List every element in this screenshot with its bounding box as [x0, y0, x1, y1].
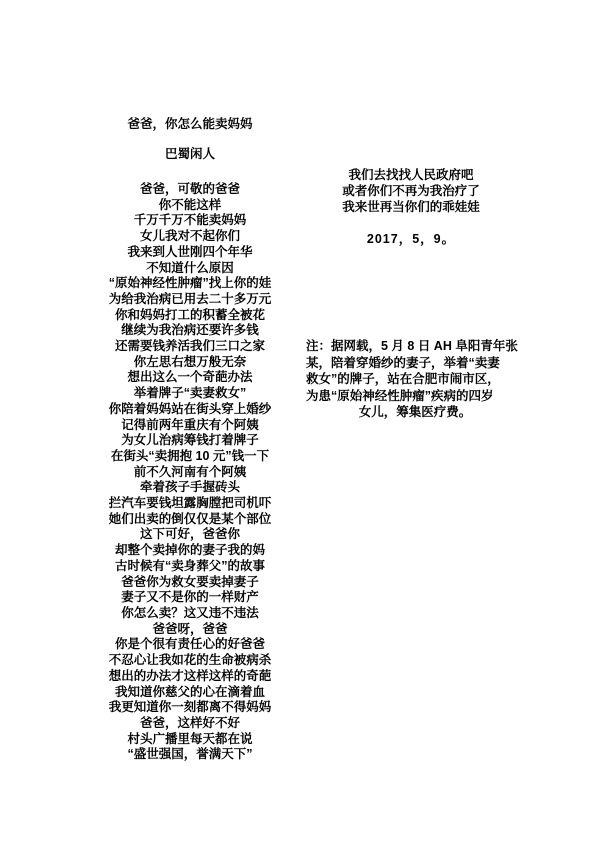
poem-line: 爸爸你为救女要卖掉妻子: [121, 574, 259, 589]
poem-date: 2017，5，9。: [366, 232, 456, 246]
footnote-line: 注：据网载，5 月 8 日 AH 阜阳青年张: [306, 339, 518, 353]
poem-line: 你不能这样: [158, 197, 222, 212]
poem-body: [30, 182, 350, 763]
ending-line: 我来世再当你们的乖娃娃: [342, 200, 480, 214]
poem-line: 在街头“卖拥抱 10 元”钱一下: [110, 448, 270, 463]
poem-line: 女儿我对不起你们: [139, 229, 240, 244]
poem-line: 记得前两年重庆有个阿姨: [121, 417, 259, 432]
poem-line: 她们出卖的倒仅仅是某个部位: [108, 511, 272, 526]
poem-line: 拦汽车要钱坦露胸膛把司机吓: [108, 496, 272, 511]
poem-line: “盛世强国，誉满天下”: [127, 747, 253, 762]
poem-line: 这下可好，爸爸你: [139, 527, 240, 542]
ending-line: 或者你们不再为我治疗了: [342, 184, 480, 198]
poem-line: 不知道什么原因: [146, 260, 234, 275]
poem-line: 妻子又不是你的一样财产: [121, 590, 259, 605]
poem-line: 爸爸，这样好不好: [139, 715, 240, 730]
poem-line: 我来到人世刚四个年华: [127, 244, 253, 259]
poem-line: 你陪着妈妈站在街头穿上婚纱: [108, 401, 272, 416]
poem-line: 古时候有“卖身葬父”的故事: [114, 558, 265, 573]
poem-line: 我更知道你一刻都离不得妈妈: [108, 700, 272, 715]
poem-line: 你和妈妈打工的积蓄全被花: [114, 307, 265, 322]
poem-line: 你左思右想万般无奈: [133, 354, 247, 369]
poem-line: 却整个卖掉你的妻子我的妈: [114, 543, 265, 558]
poem-line: “原始神经性肿瘤”找上你的娃: [108, 276, 272, 291]
poem-title: 爸爸，你怎么能卖妈妈: [127, 117, 253, 131]
poem-line: 你是个很有责任心的好爸爸: [114, 637, 265, 652]
poem-line: 前不久河南有个阿姨: [133, 464, 247, 479]
footnote-line: 为患“原始神经性肿瘤”疾病的四岁: [306, 388, 494, 403]
poem-line: 牵着孩子手握砖头: [139, 480, 240, 495]
poem-line: 千万千万不能卖妈妈: [133, 213, 247, 228]
footnote-line: 女儿，筹集医疗费。: [358, 405, 472, 419]
poem-line: 你怎么卖？这又违不违法: [121, 605, 259, 620]
poem-line: 爸爸呀，爸爸: [152, 621, 228, 636]
poem-ending-stanza: [330, 167, 492, 215]
footnote-line: 救女”的牌子，站在合肥市闹市区，: [306, 372, 500, 386]
poem-line: 为女儿治病筹钱打着牌子: [121, 433, 259, 448]
poem-line: 为给我治病已用去二十多万元: [108, 291, 272, 306]
poem-line: 想出的办法才这样这样的奇葩: [108, 668, 272, 683]
poem-line: 村头广播里每天都在说: [127, 731, 253, 746]
footnote-line: 某，陪着穿婚纱的妻子，举着“卖妻: [306, 355, 500, 370]
poem-author: 巴蜀闲人: [164, 147, 215, 161]
poem-line: 我知道你慈父的心在滴着血: [114, 684, 265, 699]
ending-line: 我们去找找人民政府吧: [348, 168, 474, 182]
poem-line: 还需要钱养活我们三口之家: [114, 339, 265, 354]
footnote-paragraph: [306, 338, 524, 421]
poem-line: 继续为我治病还要许多钱: [121, 323, 259, 338]
poem-line: 想出这么一个奇葩办法: [127, 370, 253, 385]
poem-line: 举着牌子“卖妻救女”: [133, 386, 247, 401]
poem-line: 不忍心让我如花的生命被病杀: [108, 653, 272, 668]
poem-line: 爸爸，可敬的爸爸: [139, 182, 240, 196]
